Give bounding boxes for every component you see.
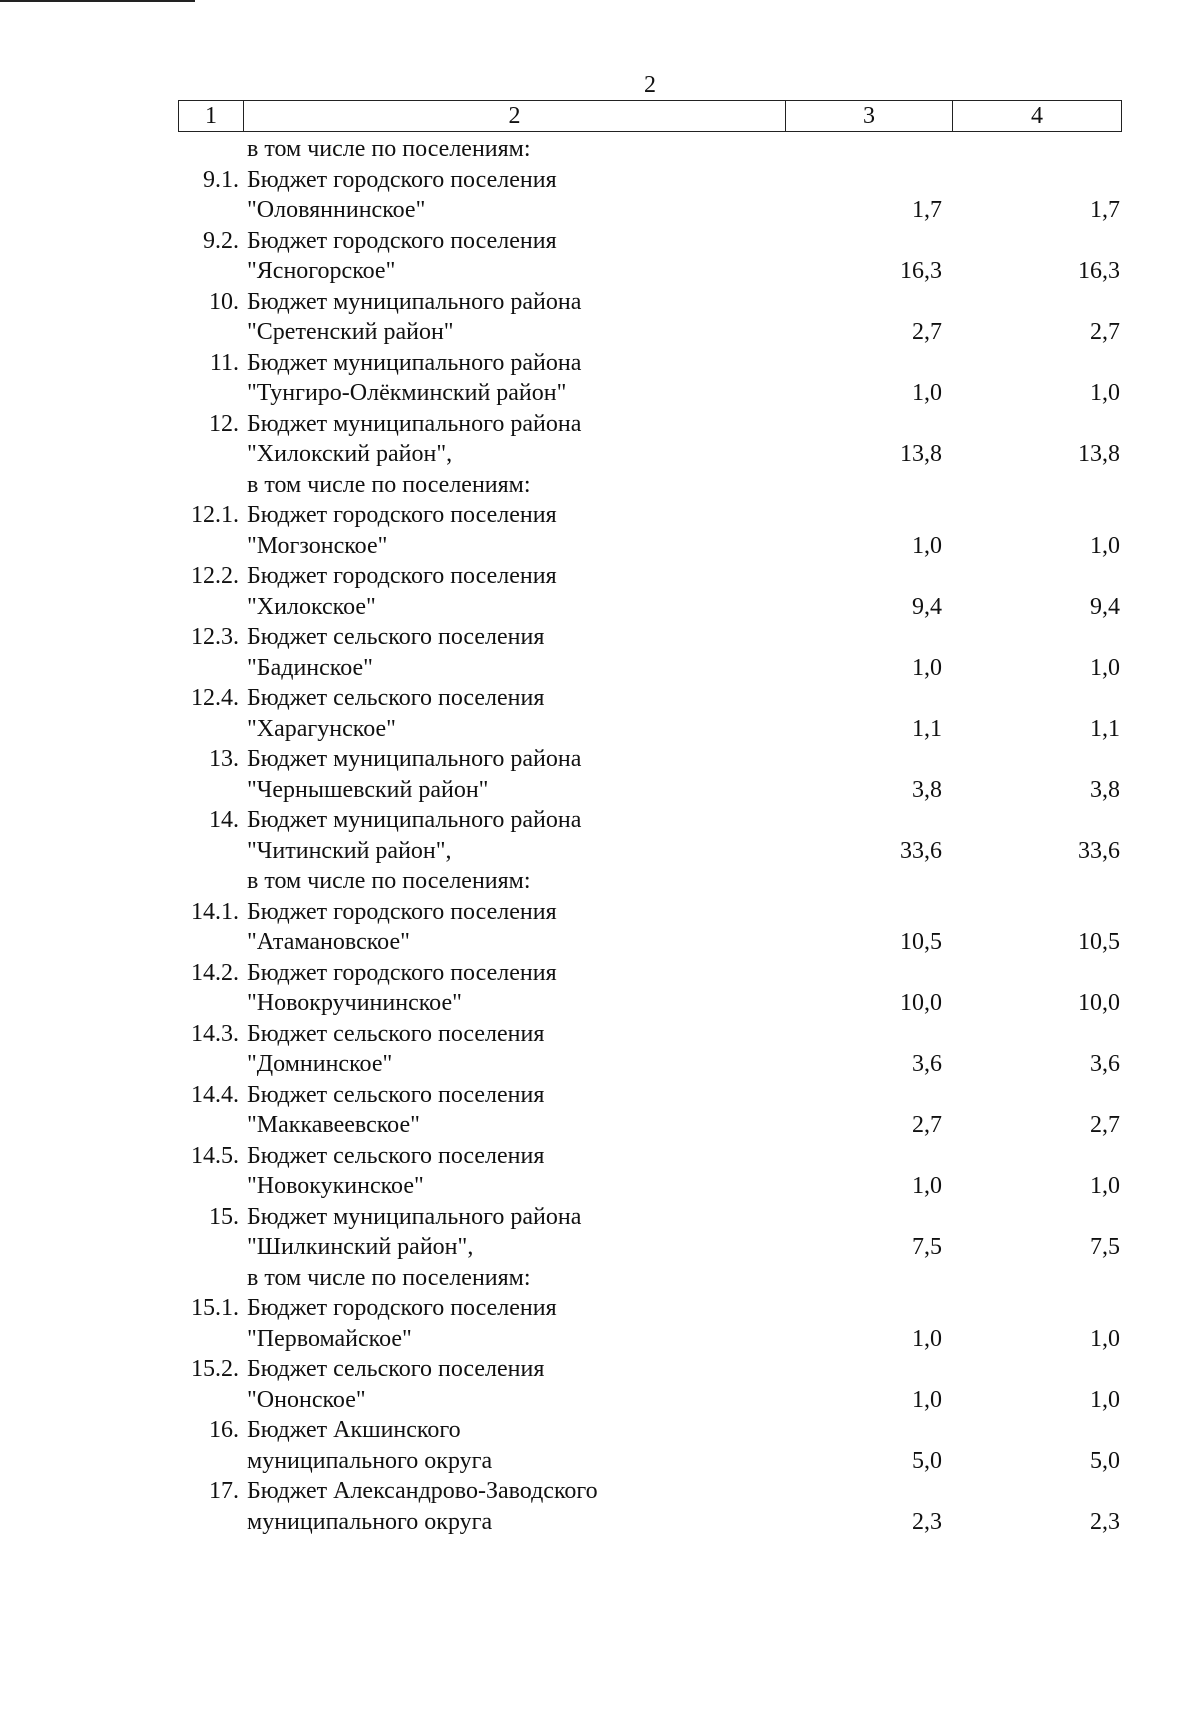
row-value-col-3 [785,897,952,958]
table-row [178,1019,1122,1080]
row-value-col-4 [952,958,1122,1019]
row-value-col-3-text: 1,0 [912,380,942,406]
row-name [243,1080,785,1141]
row-value-col-3 [785,958,952,1019]
row-value-col-3-text: 3,8 [912,776,942,803]
row-value-col-4-text: 1,1 [1090,715,1120,742]
row-value-col-4-text: 10,5 [1078,929,1120,955]
row-value-col-3-text: 1,1 [912,715,942,742]
row-value-col-3 [785,1476,952,1537]
row-value-col-4 [952,1476,1122,1537]
row-number: 12.3. [191,624,239,650]
row-name-line: "Тунгиро-Олёкминский район" [247,380,567,406]
row-name [243,1476,785,1537]
row-value-col-4 [952,1415,1122,1476]
row-value-col-3 [785,1202,952,1294]
row-name-line: Бюджет муниципального района [247,349,582,376]
row-name [243,958,785,1019]
row-name-line: "Ясногорское" [247,258,396,284]
row-name-line: в том числе по поселениям: [247,1264,531,1291]
row-value-col-4 [952,409,1122,501]
row-name-line: Бюджет городского поселения [247,227,557,254]
row-value-col-4-text: 3,8 [1090,776,1120,803]
row-number: 15.1. [191,1295,239,1321]
row-name-line: "Сретенский район" [247,319,454,345]
row-value-col-3-text: 9,4 [912,593,942,620]
row-value-col-3 [785,287,952,348]
row-value-col-4-text: 9,4 [1090,593,1120,620]
row-name-line: "Первомайское" [247,1325,412,1352]
header-col-4: 4 [1031,103,1043,129]
row-number: 14.3. [191,1020,239,1047]
row-value-col-3-text: 7,5 [912,1234,942,1260]
row-name-line: Бюджет сельского поселения [247,1020,545,1047]
row-value-col-4-text: 1,0 [1090,1386,1120,1413]
table-header [178,100,1122,132]
row-value-col-3 [785,500,952,561]
row-name-line: "Шилкинский район", [247,1234,474,1260]
row-number: 13. [209,746,239,772]
row-name [243,1293,785,1354]
table-row [178,1141,1122,1202]
row-name [243,287,785,348]
row-name-line: "Домнинское" [247,1051,393,1077]
row-number: 11. [209,349,239,376]
row-name-line: "Атамановское" [247,929,410,955]
row-name [243,409,785,501]
row-name-line: "Новокукинское" [247,1173,424,1199]
table-row [178,409,1122,501]
table-row [178,287,1122,348]
row-value-col-3 [785,1354,952,1415]
row-name-line: "Оловяннинское" [247,197,426,223]
row-value-col-4 [952,622,1122,683]
row-value-col-3 [785,1019,952,1080]
row-name-line: Бюджет Акшинского [247,1417,461,1443]
row-name-line: Бюджет городского поселения [247,502,557,528]
row-number: 14.4. [191,1081,239,1108]
row-value-col-4 [952,897,1122,958]
row-number [178,134,243,165]
table-row [178,958,1122,1019]
row-name [243,134,785,165]
row-name-line: "Ононское" [247,1386,366,1413]
row-value-col-3 [785,1293,952,1354]
table-row [178,1080,1122,1141]
row-value-col-3 [785,134,952,165]
row-number: 15.2. [191,1356,239,1382]
row-value-col-3-text: 2,7 [912,319,942,345]
row-value-col-4 [952,1202,1122,1294]
row-value-col-4-text: 1,7 [1090,197,1120,223]
row-value-col-3-text: 10,5 [900,929,942,955]
row-name [243,622,785,683]
table-row [178,165,1122,226]
row-value-col-3 [785,165,952,226]
row-name [243,500,785,561]
row-number: 16. [209,1417,239,1443]
row-name-line: "Читинский район", [247,837,452,864]
table-row [178,805,1122,897]
row-number: 12.1. [191,502,239,528]
header-col-2: 2 [244,101,786,131]
row-number: 9.2. [203,227,239,254]
row-value-col-4 [952,348,1122,409]
row-name-line: "Харагунское" [247,715,396,742]
row-value-col-4-text: 1,0 [1090,380,1120,406]
row-name-line: Бюджет муниципального района [247,288,582,315]
row-number: 14.1. [191,898,239,925]
row-name-line: Бюджет Александрово-Заводского [247,1478,598,1504]
row-value-col-4 [952,1080,1122,1141]
header-col-3: 3 [786,101,953,131]
row-name-line: муниципального округа [247,1508,493,1535]
row-name [243,1019,785,1080]
row-name [243,1141,785,1202]
row-value-col-4 [952,561,1122,622]
table-row [178,683,1122,744]
row-name-line: Бюджет сельского поселения [247,1142,545,1169]
row-value-col-4-text: 16,3 [1078,258,1120,284]
row-value-col-3-text: 1,0 [912,1386,942,1413]
row-value-col-4-text: 2,7 [1090,319,1120,345]
row-name [243,348,785,409]
row-value-col-3 [785,683,952,744]
row-name-line: Бюджет муниципального района [247,410,582,437]
row-name-line: Бюджет сельского поселения [247,1356,545,1382]
row-name [243,561,785,622]
row-name [243,1415,785,1476]
table-row [178,348,1122,409]
row-name-line: Бюджет муниципального района [247,746,582,772]
row-value-col-3 [785,744,952,805]
row-value-col-4 [952,134,1122,165]
row-name-line: Бюджет муниципального района [247,807,582,833]
row-value-col-4-text: 33,6 [1078,837,1120,864]
row-name-line: Бюджет сельского поселения [247,1081,545,1108]
row-value-col-3-text: 2,3 [912,1508,942,1535]
row-name-line: в том числе по поселениям: [247,136,531,162]
row-value-col-3-text: 5,0 [912,1447,942,1474]
row-value-col-4-text: 10,0 [1078,990,1120,1016]
row-value-col-4-text: 1,0 [1090,1325,1120,1352]
row-value-col-3-text: 1,0 [912,1325,942,1352]
row-value-col-3-text: 1,0 [912,1173,942,1199]
row-name-line: Бюджет городского поселения [247,1295,557,1321]
row-name-line: Бюджет городского поселения [247,959,557,986]
row-value-col-4 [952,683,1122,744]
row-name [243,805,785,897]
row-name-line: Бюджет муниципального района [247,1203,582,1230]
row-value-col-4-text: 3,6 [1090,1051,1120,1077]
row-value-col-3 [785,409,952,501]
row-value-col-3-text: 2,7 [912,1112,942,1138]
table-row [178,897,1122,958]
row-value-col-3 [785,226,952,287]
row-value-col-3-text: 16,3 [900,258,942,284]
table-row [178,1354,1122,1415]
row-name [243,897,785,958]
row-value-col-4 [952,1141,1122,1202]
row-name-line: в том числе по поселениям: [247,471,531,498]
table-row [178,744,1122,805]
table-row [178,500,1122,561]
row-value-col-3 [785,805,952,897]
row-name [243,1202,785,1294]
row-value-col-4 [952,1354,1122,1415]
row-name [243,744,785,805]
row-name-line: "Бадинское" [247,654,373,681]
row-value-col-3-text: 13,8 [900,441,942,467]
top-rule [0,0,195,2]
row-value-col-4 [952,805,1122,897]
row-name [243,226,785,287]
header-col-1: 1 [179,101,244,131]
row-name-line: Бюджет сельского поселения [247,685,545,711]
row-name-line: в том числе по поселениям: [247,868,531,894]
row-number: 15. [209,1203,239,1230]
row-name-line: муниципального округа [247,1447,493,1474]
row-value-col-3-text: 33,6 [900,837,942,864]
table-row [178,1202,1122,1294]
row-number: 12.2. [191,563,239,589]
row-value-col-3 [785,561,952,622]
row-number: 12. [209,410,239,437]
row-value-col-4 [952,500,1122,561]
row-value-col-4 [952,226,1122,287]
row-value-col-4-text: 1,0 [1090,1173,1120,1199]
table-row [178,226,1122,287]
row-value-col-3 [785,622,952,683]
row-number: 14.5. [191,1142,239,1169]
row-value-col-3-text: 10,0 [900,990,942,1016]
row-value-col-3-text: 1,7 [912,197,942,223]
row-name-line: "Новокручининское" [247,990,462,1016]
row-value-col-3 [785,1141,952,1202]
row-value-col-4 [952,744,1122,805]
row-value-col-3 [785,1080,952,1141]
row-value-col-4-text: 1,0 [1090,532,1120,559]
row-name-line: "Маккавеевское" [247,1112,420,1138]
table-row [178,134,1122,165]
row-value-col-3-text: 1,0 [912,654,942,681]
row-number: 17. [209,1478,239,1504]
row-value-col-4-text: 2,3 [1090,1508,1120,1535]
page-number: 2 [644,72,656,98]
row-value-col-4 [952,165,1122,226]
table-body [178,134,1122,1537]
row-value-col-4 [952,1019,1122,1080]
row-name-line: "Хилокский район", [247,441,453,467]
row-number: 12.4. [191,685,239,711]
row-number: 14. [209,807,239,833]
row-value-col-4 [952,1293,1122,1354]
row-name-line: Бюджет городского поселения [247,563,557,589]
row-name [243,683,785,744]
row-value-col-4-text: 2,7 [1090,1112,1120,1138]
table-row [178,1415,1122,1476]
table-row [178,561,1122,622]
row-name-line: Бюджет городского поселения [247,898,557,925]
row-value-col-3 [785,348,952,409]
row-name [243,1354,785,1415]
row-name-line: "Чернышевский район" [247,776,489,803]
row-number: 10. [209,288,239,315]
row-value-col-4-text: 5,0 [1090,1447,1120,1474]
row-name-line: "Могзонское" [247,532,388,559]
row-name-line: Бюджет городского поселения [247,166,557,193]
row-number: 14.2. [191,959,239,986]
row-name-line: Бюджет сельского поселения [247,624,545,650]
table-row [178,1476,1122,1537]
row-number: 9.1. [203,166,239,193]
row-name-line: "Хилокское" [247,593,376,620]
row-value-col-4-text: 1,0 [1090,654,1120,681]
table-row [178,1293,1122,1354]
row-value-col-3-text: 1,0 [912,532,942,559]
row-value-col-3 [785,1415,952,1476]
row-value-col-4-text: 7,5 [1090,1234,1120,1260]
row-name [243,165,785,226]
table-row [178,622,1122,683]
row-value-col-3-text: 3,6 [912,1051,942,1077]
row-value-col-4 [952,287,1122,348]
row-value-col-4-text: 13,8 [1078,441,1120,467]
